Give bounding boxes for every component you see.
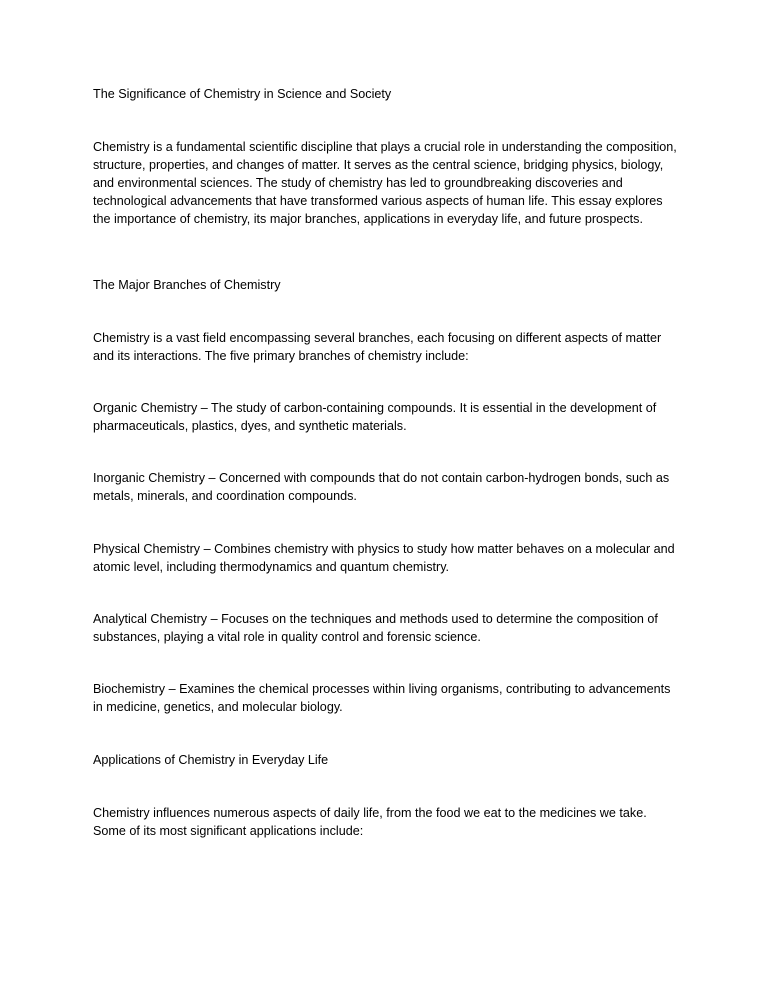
branch-biochemistry-paragraph: Biochemistry – Examines the chemical processes within living organisms, contributing to advancements in medicine, genetics, and molecular biology. xyxy=(93,682,671,714)
applications-heading: Applications of Chemistry in Everyday Life xyxy=(93,753,329,767)
branch-physical-paragraph: Physical Chemistry – Combines chemistry with physics to study how matter behaves on a molecular and atomic level, including thermodynamics and quantum chemistry. xyxy=(93,542,675,574)
document-title: The Significance of Chemistry in Science and Society xyxy=(93,87,392,101)
applications-intro-paragraph: Chemistry influences numerous aspects of daily life, from the food we eat to the medicines we take. Some of its most significant applications include: xyxy=(93,806,647,838)
branches-intro-paragraph: Chemistry is a vast field encompassing several branches, each focusing on different aspects of matter and its interactions. The five primary branches of chemistry include: xyxy=(93,331,662,363)
intro-paragraph: Chemistry is a fundamental scientific discipline that plays a crucial role in understanding the composition, structure, properties, and changes of matter. It serves as the central science, bridging physics, biology, and environmental sciences. The study of chemistry has led to groundbreaking discoveries and technological advancements that have transformed various aspects of human life. This essay explores the importance of chemistry, its major branches, applications in everyday life, and future prospects. xyxy=(93,140,677,226)
branch-organic-paragraph: Organic Chemistry – The study of carbon-containing compounds. It is essential in the development of pharmaceuticals, plastics, dyes, and synthetic materials. xyxy=(93,401,657,433)
branch-inorganic-paragraph: Inorganic Chemistry – Concerned with compounds that do not contain carbon-hydrogen bonds, such as metals, minerals, and coordination compounds. xyxy=(93,471,670,503)
branches-heading: The Major Branches of Chemistry xyxy=(93,278,281,292)
branch-analytical-paragraph: Analytical Chemistry – Focuses on the techniques and methods used to determine the composition of substances, playing a vital role in quality control and forensic science. xyxy=(93,612,658,644)
